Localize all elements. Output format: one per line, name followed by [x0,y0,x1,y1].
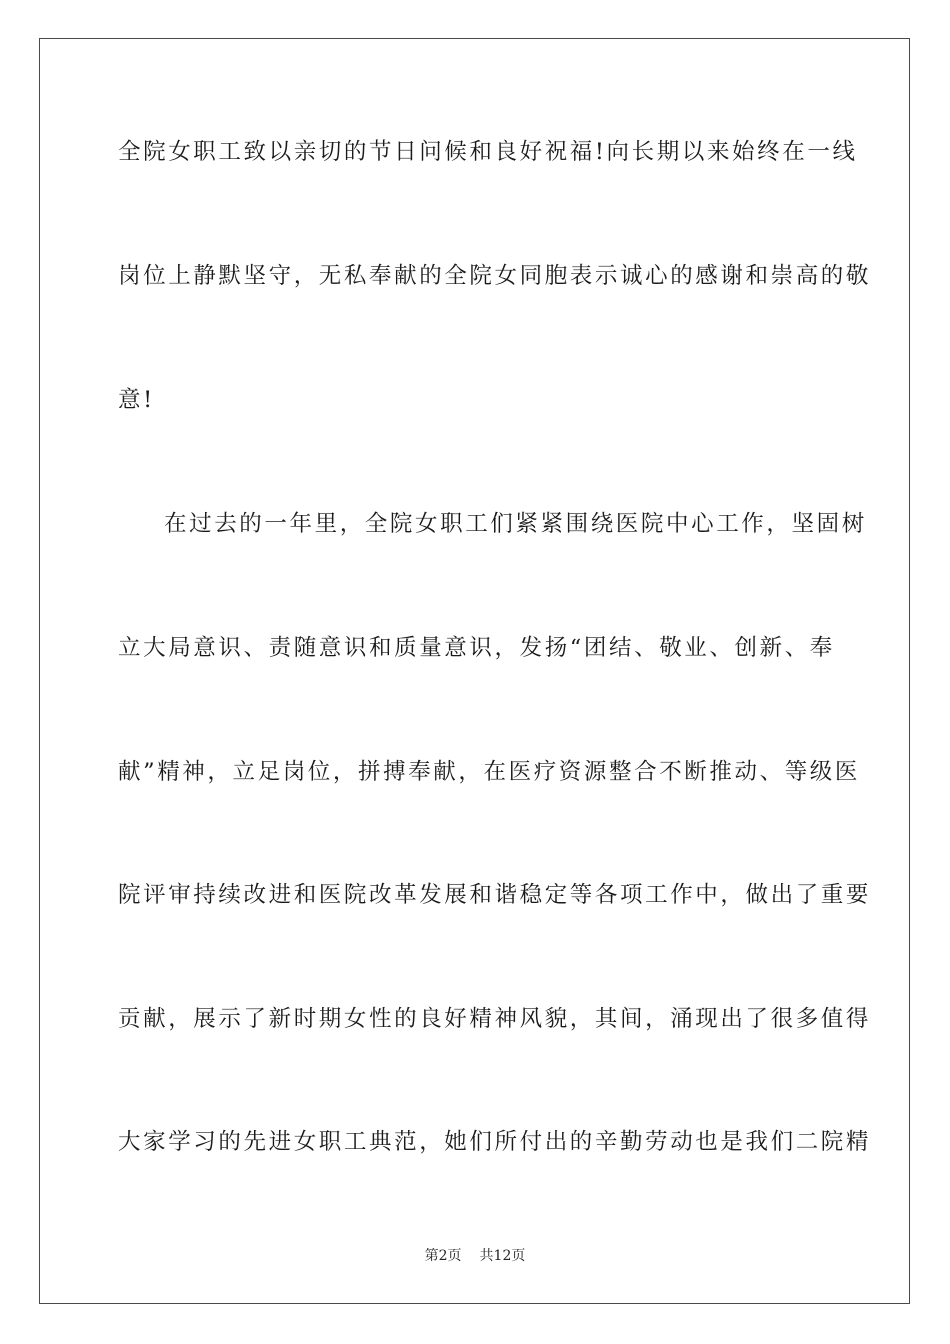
text-line-2: 岗位上静默坚守，无私奉献的全院女同胞表示诚心的感谢和崇高的敬 [118,263,872,289]
text-line-5: 立大局意识、责随意识和质量意识，发扬“团结、敬业、创新、奉 [118,635,835,661]
text-line-7: 院评审持续改进和医院改革发展和谐稳定等各项工作中，做出了重要 [118,882,872,908]
text-line-1: 全院女职工致以亲切的节日问候和良好祝福!向长期以来始终在一线 [118,139,858,165]
page-frame [39,38,910,1304]
text-line-8: 贡献，展示了新时期女性的良好精神风貌，其间，涌现出了很多值得 [118,1006,872,1032]
text-line-6: 献”精神，立足岗位，拼搏奉献，在医疗资源整合不断推动、等级医 [118,759,861,785]
paragraph-start-line: 在过去的一年里，全院女职工们紧紧围绕医院中心工作，坚固树 [164,511,867,537]
text-line-3: 意! [118,387,155,413]
page-footer [0,1247,950,1265]
page-total: 共12页 [479,1248,526,1264]
page-number: 第2页 [424,1248,462,1264]
text-line-9: 大家学习的先进女职工典范，她们所付出的辛勤劳动也是我们二院精 [118,1129,872,1155]
